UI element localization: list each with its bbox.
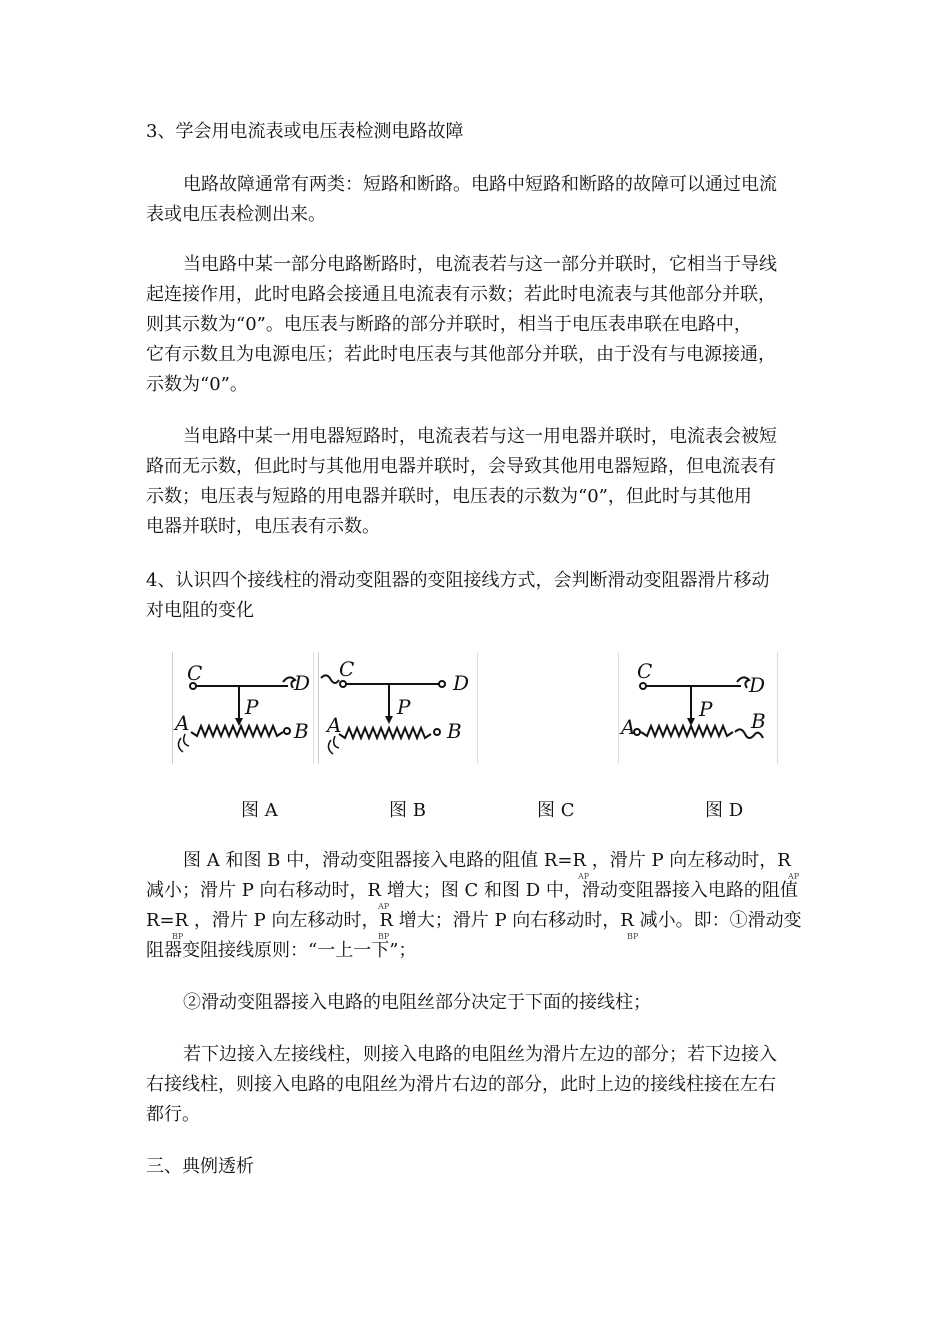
paragraph-line: 则其示数为“0”。电压表与断路的部分并联时，相当于电压表串联在电路中，	[146, 314, 752, 335]
subscript-bp: BP	[172, 932, 184, 941]
rheostat-figure-b	[318, 652, 478, 764]
figure-label-b: 图 B	[389, 800, 426, 821]
paragraph-line: 示数；电压表与短路的用电器并联时，电压表的示数为“0”，但此时与其他用	[146, 486, 752, 507]
slider-label-p: P	[699, 697, 713, 721]
paragraph-line: 路而无示数，但此时与其他用电器并联时，会导致其他用电器短路，但电流表有	[146, 456, 776, 477]
slider-label-p: P	[245, 695, 259, 719]
paragraph-line: 图 A 和图 B 中，滑动变阻器接入电路的阻值 R=R ，滑片 P 向左移动时，R	[183, 850, 791, 871]
paragraph-line: 都行。	[146, 1104, 200, 1125]
paragraph-line: 当电路中某一用电器短路时，电流表若与这一用电器并联时，电流表会被短	[183, 426, 777, 447]
terminal-label-d: D	[749, 673, 766, 697]
rheostat-figure-a	[172, 652, 314, 764]
section4-heading-line: 对电阻的变化	[146, 600, 254, 621]
paragraph-line: 表或电压表检测出来。	[146, 204, 326, 225]
paragraph-line: 若下边接入左接线柱，则接入电路的电阻丝为滑片左边的部分；若下边接入	[183, 1044, 777, 1065]
figure-label-a: 图 A	[241, 800, 278, 821]
subscript-ap: AP	[578, 872, 590, 881]
terminal-label-a: A	[621, 715, 636, 739]
section4-heading-line: 4、认识四个接线柱的滑动变阻器的变阻接线方式，会判断滑动变阻器滑片移动	[146, 570, 770, 591]
paragraph-line: R=R ，滑片 P 向左移动时，R 增大；滑片 P 向右移动时，R 减小。即：①滑动变	[146, 910, 802, 931]
subscript-bp: BP	[627, 932, 639, 941]
terminal-label-b: B	[447, 719, 462, 743]
section-three-heading: 三、典例透析	[146, 1156, 254, 1177]
figure-label-d: 图 D	[705, 800, 744, 821]
terminal-label-b: B	[294, 719, 309, 743]
paragraph-line: 当电路中某一部分电路断路时，电流表若与这一部分并联时，它相当于导线	[183, 254, 777, 275]
terminal-label-a: A	[327, 713, 342, 737]
paragraph-line: 减小；滑片 P 向右移动时，R 增大；图 C 和图 D 中，滑动变阻器接入电路的阻值	[146, 880, 798, 901]
terminal-label-d: D	[294, 671, 311, 695]
rheostat-figure-d	[618, 652, 778, 764]
rule-two-line: ②滑动变阻器接入电路的电阻丝部分决定于下面的接线柱；	[183, 992, 651, 1013]
subscript-bp: BP	[378, 932, 390, 941]
paragraph-line: 电路故障通常有两类：短路和断路。电路中短路和断路的故障可以通过电流	[183, 174, 777, 195]
paragraph-line: 起连接作用，此时电路会接通且电流表有示数；若此时电流表与其他部分并联，	[146, 284, 776, 305]
paragraph-line: 右接线柱，则接入电路的电阻丝为滑片右边的部分，此时上边的接线柱接在左右	[146, 1074, 776, 1095]
terminal-label-c: C	[637, 659, 653, 683]
paragraph-line: 示数为“0”。	[146, 374, 248, 395]
terminal-label-c: C	[187, 661, 203, 685]
paragraph-line: 电器并联时，电压表有示数。	[146, 516, 380, 537]
terminal-label-d: D	[453, 671, 470, 695]
section3-heading: 3、学会用电流表或电压表检测电路故障	[146, 121, 464, 142]
paragraph-line: 阻器变阻接线原则：“一上一下”；	[146, 940, 417, 961]
subscript-ap: AP	[378, 902, 390, 911]
terminal-label-b: B	[751, 709, 766, 733]
terminal-label-a: A	[175, 711, 190, 735]
figure-label-c: 图 C	[537, 800, 575, 821]
subscript-ap: AP	[788, 872, 800, 881]
paragraph-line: 它有示数且为电源电压；若此时电压表与其他部分并联，由于没有与电源接通，	[146, 344, 776, 365]
slider-label-p: P	[397, 695, 411, 719]
terminal-label-c: C	[339, 657, 355, 681]
